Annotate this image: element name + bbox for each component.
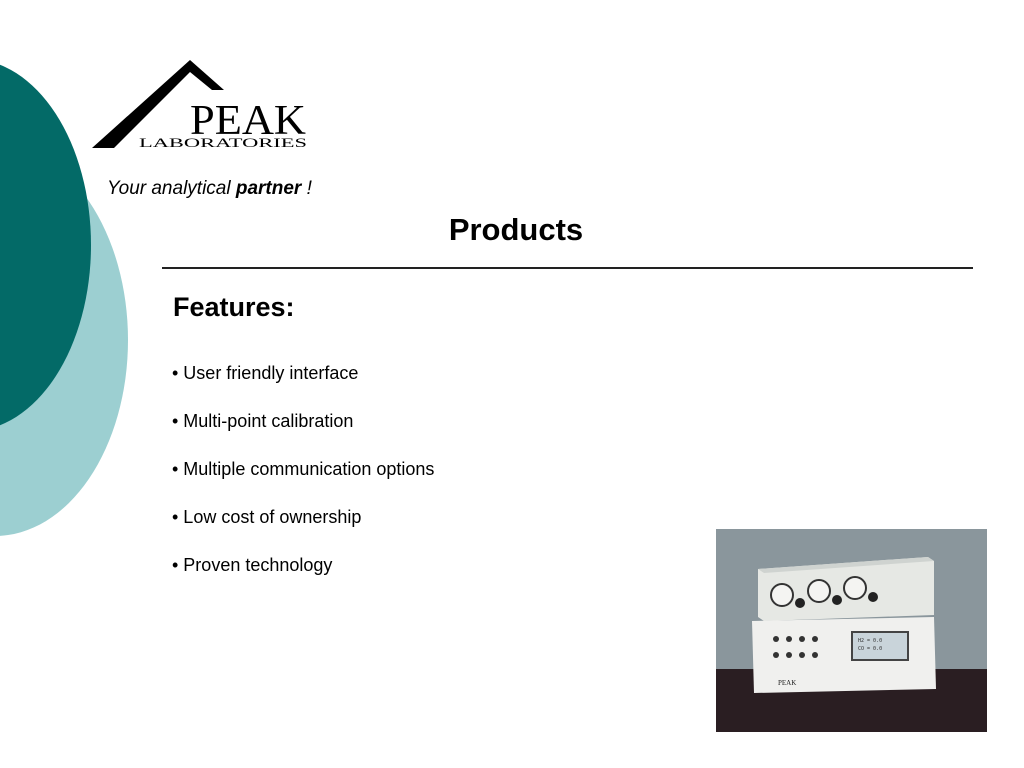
gauge-icon <box>771 584 793 606</box>
title-divider <box>162 267 973 269</box>
peak-laboratories-logo <box>92 58 312 158</box>
tagline-prefix: Your analytical <box>107 178 231 199</box>
display-line-1: H2 = 0.0 <box>858 638 883 644</box>
tagline <box>107 178 312 200</box>
knob-icon <box>868 592 878 602</box>
features-list <box>172 360 434 600</box>
features-heading: Features: <box>173 292 295 322</box>
knob-icon <box>832 595 842 605</box>
gauge-icon <box>808 580 830 602</box>
tagline-suffix: ! <box>301 178 312 199</box>
feature-item: • Proven technology <box>172 555 333 575</box>
unit-brand: PEAK <box>778 679 797 687</box>
display-line-2: CO = 0.0 <box>858 646 883 652</box>
logo-name: PEAK <box>190 98 306 144</box>
feature-item: • Multiple communication options <box>172 459 435 479</box>
feature-item: • User friendly interface <box>172 363 359 383</box>
gauge-icon <box>844 577 866 599</box>
feature-item: • Low cost of ownership <box>172 507 362 527</box>
logo-subtitle: LABORATORIES <box>139 135 307 150</box>
slide-title: Products <box>448 212 584 247</box>
tagline-emphasis: partner <box>235 178 302 199</box>
product-photo <box>716 529 987 732</box>
knob-icon <box>795 598 805 608</box>
feature-item: • Multi-point calibration <box>172 411 354 431</box>
